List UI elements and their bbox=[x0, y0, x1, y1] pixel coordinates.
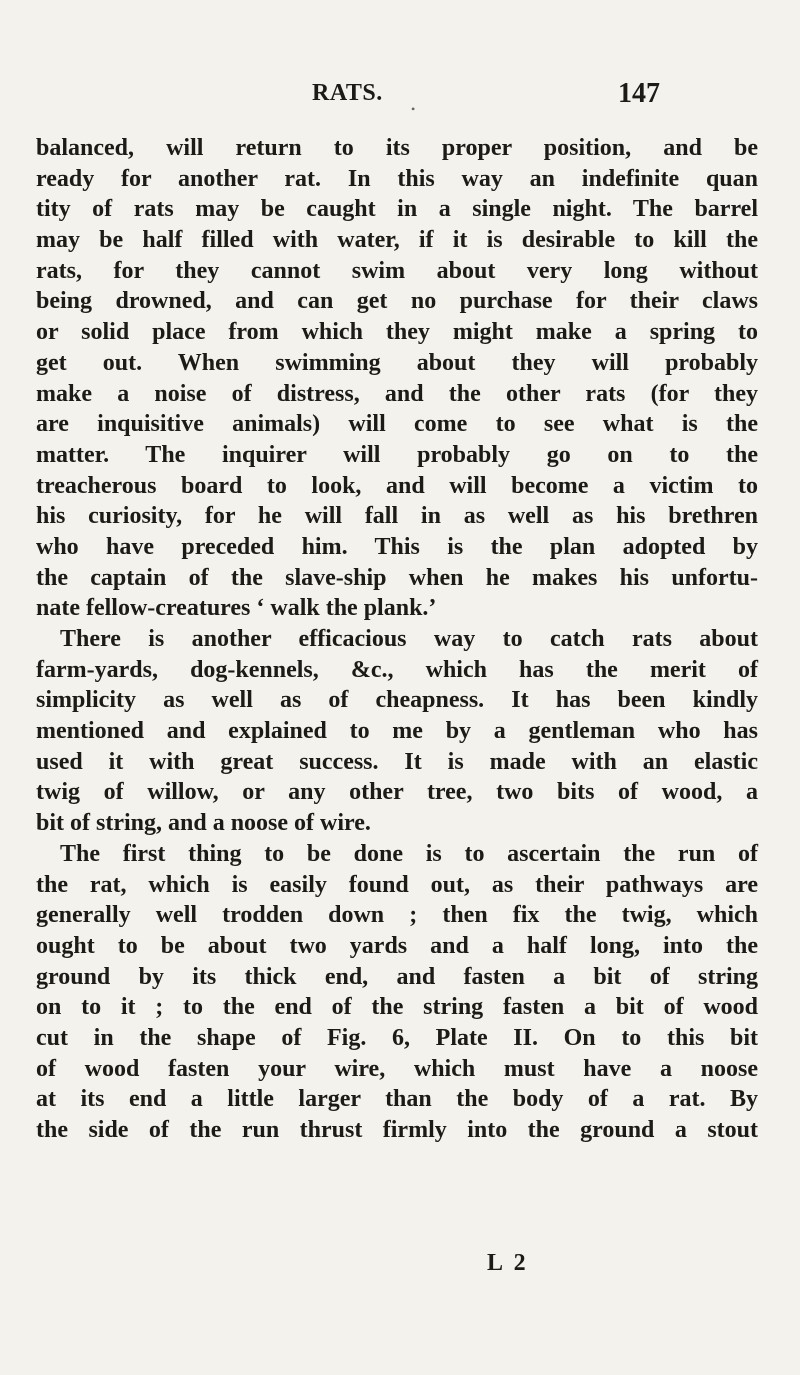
text-line: the captain of the slave-ship when he makes his unfortu- bbox=[36, 564, 758, 591]
text-line: cut in the shape of Fig. 6, Plate II. On to this bit bbox=[36, 1024, 758, 1051]
text-line: at its end a little larger than the body of a rat. By bbox=[36, 1086, 758, 1113]
text-line: farm-yards, dog-kennels, &c., which has the merit of bbox=[36, 656, 758, 683]
text-line: simplicity as well as of cheapness. It has been kindly bbox=[36, 687, 758, 714]
text-line: on to it ; to the end of the string fasten a bit of wood bbox=[36, 994, 758, 1021]
body-text bbox=[36, 133, 758, 1146]
text-line: get out. When swimming about they will probably bbox=[36, 349, 758, 376]
text-line: the side of the run thrust firmly into the ground a stout bbox=[36, 1117, 758, 1143]
text-line: balanced, will return to its proper position, and be bbox=[36, 135, 758, 161]
text-line: of wood fasten your wire, which must have a noose bbox=[36, 1055, 758, 1082]
running-title: RATS. bbox=[312, 80, 383, 106]
text-line: the rat, which is easily found out, as their pathways are bbox=[36, 871, 758, 898]
text-line: his curiosity, for he will fall in as well as his brethren bbox=[36, 503, 758, 530]
text-line: matter. The inquirer will probably go on to the bbox=[36, 441, 758, 468]
text-line: mentioned and explained to me by a gentleman who has bbox=[36, 718, 758, 745]
text-line: generally well trodden down ; then fix the twig, which bbox=[36, 902, 758, 929]
text-line: are inquisitive animals) will come to see what is the bbox=[36, 411, 758, 438]
text-line: being drowned, and can get no purchase for their claws bbox=[36, 288, 758, 315]
text-line: or solid place from which they might make a spring to bbox=[36, 319, 758, 346]
text-line: rats, for they cannot swim about very long without bbox=[36, 257, 758, 284]
text-line: There is another efficacious way to catch rats about bbox=[60, 626, 758, 652]
print-speck: • bbox=[411, 102, 416, 116]
signature-mark: L 2 bbox=[487, 1250, 529, 1276]
page-number: 147 bbox=[618, 78, 660, 109]
text-line: ready for another rat. In this way an indefinite quan bbox=[36, 165, 758, 192]
text-line: may be half filled with water, if it is desirable to kill the bbox=[36, 227, 758, 254]
running-head bbox=[0, 80, 800, 120]
text-line: The first thing to be done is to ascertain the run of bbox=[60, 840, 758, 867]
text-line: bit of string, and a noose of wire. bbox=[36, 810, 371, 837]
text-line: used it with great success. It is made with an elastic bbox=[36, 748, 758, 775]
text-line: make a noise of distress, and the other rats (for they bbox=[36, 380, 758, 407]
text-line: who have preceded him. This is the plan adopted by bbox=[36, 533, 758, 560]
text-line: tity of rats may be caught in a single night. The barrel bbox=[36, 196, 758, 223]
text-line: twig of willow, or any other tree, two bits of wood, a bbox=[36, 779, 758, 806]
text-line: treacherous board to look, and will become a victim to bbox=[36, 472, 758, 499]
text-line: ground by its thick end, and fasten a bit of string bbox=[36, 963, 758, 990]
text-line: nate fellow-creatures ‘ walk the plank.’ bbox=[36, 595, 437, 622]
text-line: ought to be about two yards and a half long, into the bbox=[36, 932, 758, 959]
